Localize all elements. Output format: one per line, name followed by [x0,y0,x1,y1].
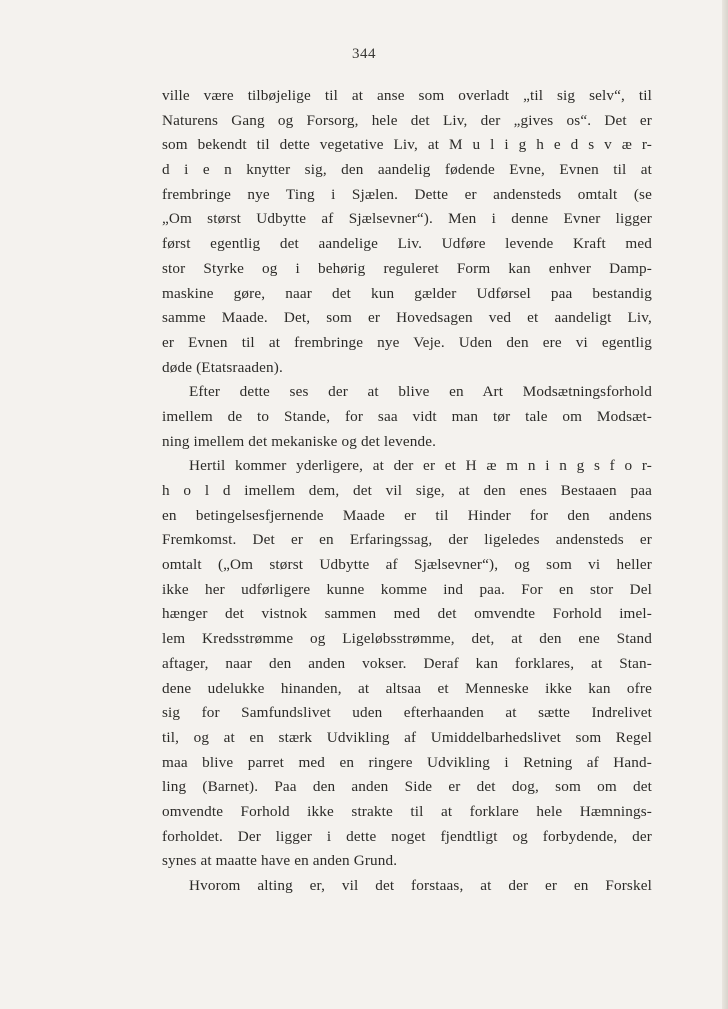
text-line: lem Kredsstrømme og Ligeløbsstrømme, det, at den ene Stand [162,630,652,648]
text-line: døde (Etatsraaden). [162,358,283,376]
text-line: maskine gøre, naar det kun gælder Udførsel paa bestandig [162,284,652,302]
text-line: som bekendt til dette vegetative Liv, at M u l i g h e d s v æ r- [162,136,652,154]
text-line: h o l d imellem dem, det vil sige, at den enes Bestaaen paa [162,482,652,499]
text-line: stor Styrke og i behørig reguleret Form kan enhver Damp- [162,259,652,277]
text-line: Hertil kommer yderligere, at der er et H æ m n i n g s f o r- [189,457,652,475]
text-line: sig for Samfundslivet uden efterhaanden at sætte Indrelivet [162,704,652,722]
text-line: ikke her udførligere kunne komme ind paa. For en stor Del [162,580,652,598]
text-line: forholdet. Der ligger i dette noget fjendtligt og forbydende, der [162,827,652,845]
text-line: Naturens Gang og Forsorg, hele det Liv, der „gives os“. Det er [162,111,652,129]
body-text [162,84,652,899]
text-line: ville være tilbøjelige til at anse som overladt „til sig selv“, til [162,87,652,104]
text-line: ning imellem det mekaniske og det levende. [162,432,437,450]
text-line: samme Maade. Det, som er Hovedsagen ved et aandeligt Liv, [162,309,652,327]
text-line: Hvorom alting er, vil det forstaas, at der er en Forskel [189,877,652,894]
paragraph [162,380,652,454]
text-line: omvendte Forhold ikke strakte til at forklare hele Hæmnings- [162,802,652,820]
text-line: ling (Barnet). Paa den anden Side er det dog, som om det [162,778,652,796]
text-line: aftager, naar den anden vokser. Deraf kan forklares, at Stan- [162,654,652,672]
page-number: 344 [352,46,376,62]
text-line: til, og at en stærk Udvikling af Umiddelbarhedslivet som Regel [162,728,652,746]
text-line: Fremkomst. Det er en Erfaringssag, der ligeledes andensteds er [162,531,652,549]
text-line: omtalt („Om størst Udbytte af Sjælsevner“), og som vi heller [162,556,652,574]
text-line: frembringe nye Ting i Sjælen. Dette er andensteds omtalt (se [162,185,652,203]
text-line: dene udelukke hinanden, at altsaa et Menneske ikke kan ofre [162,679,652,697]
paragraph [162,454,652,874]
text-line: først egentlig det aandelige Liv. Udføre levende Kraft med [162,235,652,253]
text-line: hænger det vistnok sammen med det omvendte Forhold imel- [162,605,652,623]
page-edge-shadow [722,0,728,1009]
text-line: en betingelsesfjernende Maade er til Hinder for den andens [162,506,652,524]
paragraph [162,874,652,899]
text-line: maa blive parret med en ringere Udvikling i Retning af Hand- [162,753,652,771]
text-line: synes at maatte have en anden Grund. [162,852,398,870]
paragraph [162,84,652,380]
text-line: „Om størst Udbytte af Sjælsevner“). Men i denne Evner ligger [162,210,652,228]
text-line: d i e n knytter sig, den aandelig fødende Evne, Evnen til at [162,161,652,179]
text-line: Efter dette ses der at blive en Art Modsætningsforhold [189,383,652,401]
text-line: er Evnen til at frembringe nye Veje. Uden den ere vi egentlig [162,333,652,351]
text-line: imellem de to Stande, for saa vidt man tør tale om Modsæt- [162,407,652,425]
